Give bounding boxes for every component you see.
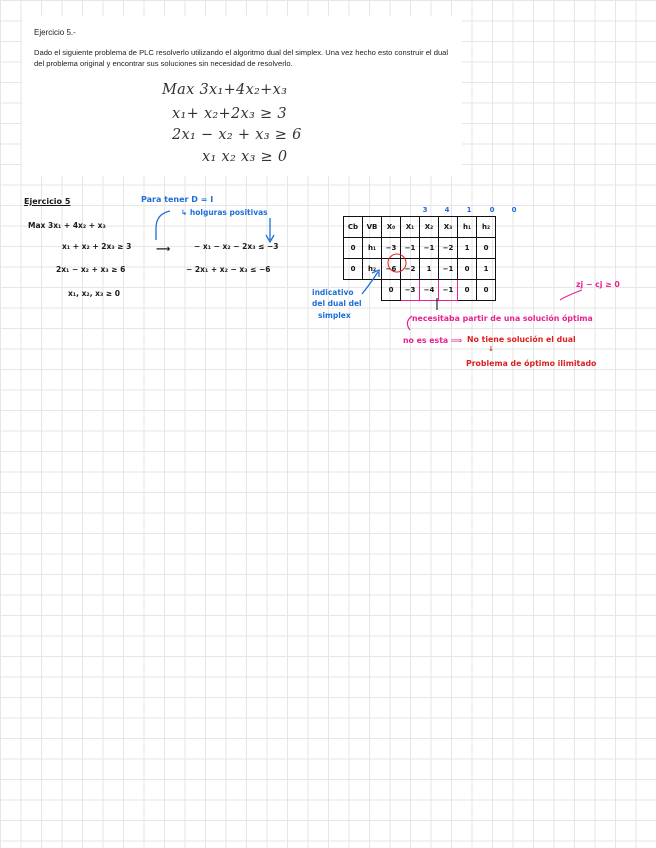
para-tener-arrow <box>156 211 170 240</box>
notes-constraint-2: 2x₁ − x₂ + x₃ ≥ 6 <box>56 265 126 274</box>
table-cell: 1 <box>420 259 439 280</box>
notes-constraint-1-transformed: − x₁ − x₂ − 2x₃ ≤ −3 <box>194 242 279 251</box>
notes-constraint-1: x₁ + x₂ + 2x₃ ≥ 3 <box>62 242 132 251</box>
notes-heading: Ejercicio 5 <box>24 197 71 206</box>
header-x1: X₁ <box>401 217 420 238</box>
exercise-body: Dado el siguiente problema de PLC resolverlo utilizando el algoritmo dual del simplex. Una vez hecho esto construir el dual del problema original y encontrar sus soluciones sin necesidad de resolverlo. <box>34 48 449 68</box>
blank-cell <box>344 280 363 301</box>
table-cell: h₂ <box>363 259 382 280</box>
header-h1: h₁ <box>458 217 477 238</box>
z-cell-x2: −4 <box>420 280 439 301</box>
condition-arrow <box>560 290 582 300</box>
z-cell-x0: 0 <box>382 280 401 301</box>
z-cell-h1: 0 <box>458 280 477 301</box>
zj-cj-condition: zj − cj ≥ 0 <box>576 280 620 289</box>
simplex-tableau <box>343 216 496 301</box>
holguras-note: ↳ holguras positivas <box>181 208 268 217</box>
table-cell: h₁ <box>363 238 382 259</box>
necesitaba-note: necesitaba partir de una solución óptima <box>412 314 593 323</box>
down-arrow-icon: ↓ <box>488 345 494 353</box>
tableau-header-row <box>344 217 496 238</box>
table-cell: −1 <box>420 238 439 259</box>
table-cell: 0 <box>344 259 363 280</box>
z-cell-h2: 0 <box>477 280 496 301</box>
printed-constraint-1: x₁+ x₂+2x₃ ≥ 3 <box>172 106 287 122</box>
table-cell: 0 <box>477 238 496 259</box>
no-es-esta-note: no es esta ⟹ <box>403 336 463 345</box>
table-cell: −2 <box>401 259 420 280</box>
cost-x3: 1 <box>466 206 472 214</box>
tableau-z-row <box>344 280 496 301</box>
header-x3: X₃ <box>439 217 458 238</box>
indicativo-note-line1: indicativo <box>312 288 354 297</box>
tableau-row-h1 <box>344 238 496 259</box>
table-cell: 1 <box>477 259 496 280</box>
table-cell: 0 <box>458 259 477 280</box>
no-tiene-solucion-note: No tiene solución el dual <box>467 335 576 344</box>
cost-h1: 0 <box>489 206 495 214</box>
exercise-title: Ejercicio 5.- <box>34 28 76 37</box>
para-tener-note: Para tener D = I <box>141 195 214 204</box>
header-x2: X₂ <box>420 217 439 238</box>
indicativo-note-line2: del dual del <box>312 299 362 308</box>
printed-constraint-2: 2x₁ − x₂ + x₃ ≥ 6 <box>172 127 302 143</box>
header-cb: Cb <box>344 217 363 238</box>
cost-h2: 0 <box>511 206 517 214</box>
header-h2: h₂ <box>477 217 496 238</box>
cost-x2: 4 <box>444 206 450 214</box>
problema-ilimitado-note: Problema de óptimo ilimitado <box>466 359 597 368</box>
table-cell: −3 <box>382 238 401 259</box>
printed-nonnegativity: x₁ x₂ x₃ ≥ 0 <box>202 149 288 165</box>
table-cell: 0 <box>344 238 363 259</box>
transform-arrow: ⟶ <box>156 244 171 255</box>
printed-objective: Max 3x₁+4x₂+x₃ <box>162 82 288 98</box>
table-cell: −1 <box>401 238 420 259</box>
table-cell: 1 <box>458 238 477 259</box>
header-vb: VB <box>363 217 382 238</box>
table-cell: −1 <box>439 259 458 280</box>
notes-nonnegativity: x₁, x₂, x₃ ≥ 0 <box>68 289 121 298</box>
blank-cell <box>363 280 382 301</box>
holguras-arrowhead <box>266 235 274 242</box>
notes-objective: Max 3x₁ + 4x₂ + x₃ <box>28 221 106 230</box>
z-cell-x3: −1 <box>439 280 458 301</box>
indicativo-note-line3: simplex <box>318 311 351 320</box>
table-cell: −6 <box>382 259 401 280</box>
table-cell: −2 <box>439 238 458 259</box>
z-cell-x1: −3 <box>401 280 420 301</box>
cost-x1: 3 <box>422 206 428 214</box>
tableau-row-h2 <box>344 259 496 280</box>
header-x0: X₀ <box>382 217 401 238</box>
notes-constraint-2-transformed: − 2x₁ + x₂ − x₃ ≤ −6 <box>186 265 271 274</box>
